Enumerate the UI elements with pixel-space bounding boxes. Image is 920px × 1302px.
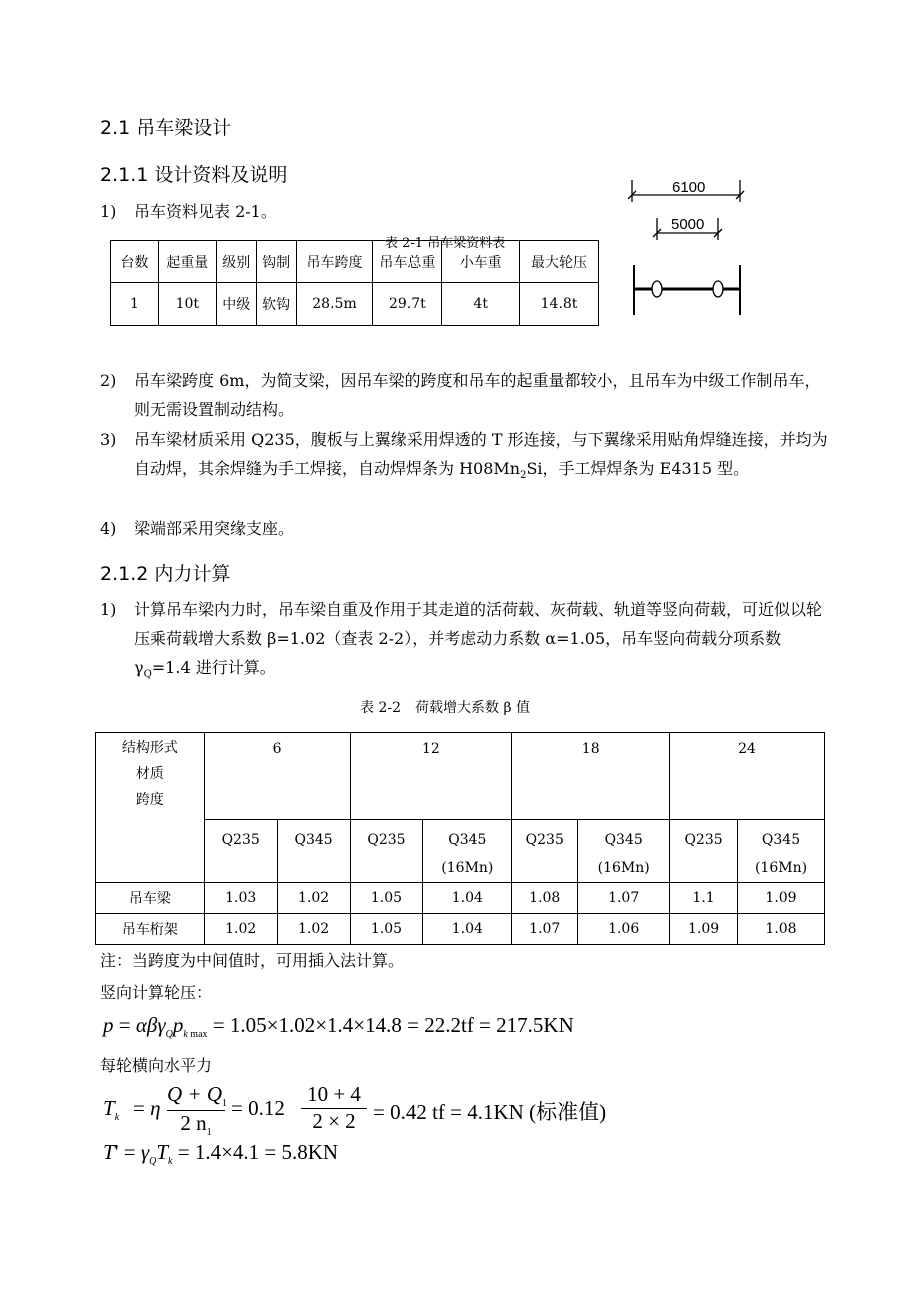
list-item <box>100 595 835 689</box>
table2-cell: 1.03 <box>204 883 277 914</box>
table1-cell: 14.8t <box>520 283 599 326</box>
table2-cell: 1.1 <box>670 883 738 914</box>
lateral-force-label: 每轮横向水平力 <box>100 1056 213 1075</box>
table1-caption: 表 2-1 吊车梁资料表 <box>385 236 506 251</box>
table1-header: 吊车跨度 <box>296 241 373 283</box>
table1-header: 起重量 <box>158 241 216 283</box>
table2-span-header: 6 <box>204 733 350 820</box>
table2-cell: 1.07 <box>512 914 578 945</box>
list-text: 梁端部采用突缘支座。 <box>134 519 295 538</box>
table2-caption: 表 2-2 荷载增大系数 β 值 <box>360 700 530 716</box>
list-number: 2) <box>100 371 117 390</box>
section-heading-2-1: 2.1 吊车梁设计 <box>100 117 232 139</box>
list-item <box>100 366 835 424</box>
table1-header: 吊车总重 <box>373 241 442 283</box>
table2-material-cell: Q345 (16Mn) <box>578 820 670 883</box>
wheel-spacing-diagram <box>620 170 760 320</box>
table2-cell: 1.06 <box>578 914 670 945</box>
table2-row-label: 吊车梁 <box>96 883 205 914</box>
crane-data-table <box>110 240 599 326</box>
list-number: 1) <box>100 600 117 619</box>
table1-header: 小车重 <box>442 241 520 283</box>
table2-material-cell: Q235 <box>512 820 578 883</box>
table2-cell: 1.09 <box>738 883 825 914</box>
table2-cell: 1.09 <box>670 914 738 945</box>
dim-outer-label: 6100 <box>672 179 706 196</box>
table2-cell: 1.08 <box>738 914 825 945</box>
list-number: 3) <box>100 430 117 449</box>
table2-cell: 1.02 <box>277 883 350 914</box>
table1-header: 最大轮压 <box>520 241 599 283</box>
list-text: 吊车梁跨度 6m，为简支梁，因吊车梁的跨度和吊车的起重量都较小，且吊车为中级工作制吊车，则无需设置制动结构。 <box>134 371 821 419</box>
section-heading-2-1-2: 2.1.2 内力计算 <box>100 563 231 585</box>
table1-cell: 软钩 <box>256 283 296 326</box>
table2-corner-cell: 结构形式 材质 跨度 <box>96 733 205 883</box>
table1-header: 台数 <box>111 241 159 283</box>
table1-cell: 10t <box>158 283 216 326</box>
table2-cell: 1.04 <box>423 883 512 914</box>
table1-cell: 中级 <box>216 283 256 326</box>
table1-cell: 1 <box>111 283 159 326</box>
table2-material-cell: Q345 <box>277 820 350 883</box>
table2-row-label: 吊车桁架 <box>96 914 205 945</box>
table2-span-header: 18 <box>512 733 670 820</box>
table1-header: 钩制 <box>256 241 296 283</box>
list-text: 吊车梁材质采用 Q235，腹板与上翼缘采用焊透的 T 形连接，与下翼缘采用贴角焊缝连接，并均为自动焊，其余焊缝为手工焊接，自动焊焊条为 $H08Mn_2Si$，手工焊焊条为 E4315 型。 <box>134 430 828 482</box>
table2-cell: 1.02 <box>204 914 277 945</box>
table2-material-cell: Q345 (16Mn) <box>423 820 512 883</box>
table2-cell: 1.05 <box>350 914 423 945</box>
equation-design-lateral-force: $T' = \gamma_QT_k = 1.4\times 4.1 = 5.8KN$ <box>103 1140 339 1168</box>
dim-inner-label: 5000 <box>671 216 705 233</box>
list-text: 吊车资料见表 2-1。 <box>134 202 277 221</box>
table2-material-cell: Q345 (16Mn) <box>738 820 825 883</box>
table2-cell: 1.07 <box>578 883 670 914</box>
table2-material-cell: Q235 <box>350 820 423 883</box>
beta-factor-table <box>95 732 825 945</box>
table2-cell: 1.08 <box>512 883 578 914</box>
table2-cell: 1.04 <box>423 914 512 945</box>
table-note: 注：当跨度为中间值时，可用插入法计算。 <box>100 951 405 970</box>
section-heading-2-1-1: 2.1.1 设计资料及说明 <box>100 164 288 186</box>
vertical-load-label: 竖向计算轮压： <box>100 983 213 1002</box>
table2-span-header: 12 <box>350 733 512 820</box>
list-item <box>100 425 835 490</box>
list-text: 计算吊车梁内力时，吊车梁自重及作用于其走道的活荷载、灰荷载、轨道等竖向荷载，可近似以轮压乘荷载增大系数 β=1.02（查表 2-2），并考虑动力系数 α=1.05，吊车竖向荷载分项系数 $\gamma_Q=1.4$ 进行计算。 <box>134 600 823 681</box>
table1-cell: 4t <box>442 283 520 326</box>
list-item <box>100 514 835 543</box>
table2-material-cell: Q235 <box>670 820 738 883</box>
table1-header: 级别 <box>216 241 256 283</box>
table2-span-header: 24 <box>670 733 825 820</box>
list-number: 1) <box>100 202 117 221</box>
equation-wheel-pressure: $p = \alpha\beta\gamma_Qp_{k max} = 1.05\times 1.02\times 1.4\times 14.8 = 22.2tf = 217.5KN$ <box>103 1013 574 1041</box>
table2-cell: 1.05 <box>350 883 423 914</box>
table1-cell: 29.7t <box>373 283 442 326</box>
table2-cell: 1.02 <box>277 914 350 945</box>
table1-cell: 28.5m <box>296 283 373 326</box>
table2-material-cell: Q235 <box>204 820 277 883</box>
list-number: 4) <box>100 519 117 538</box>
